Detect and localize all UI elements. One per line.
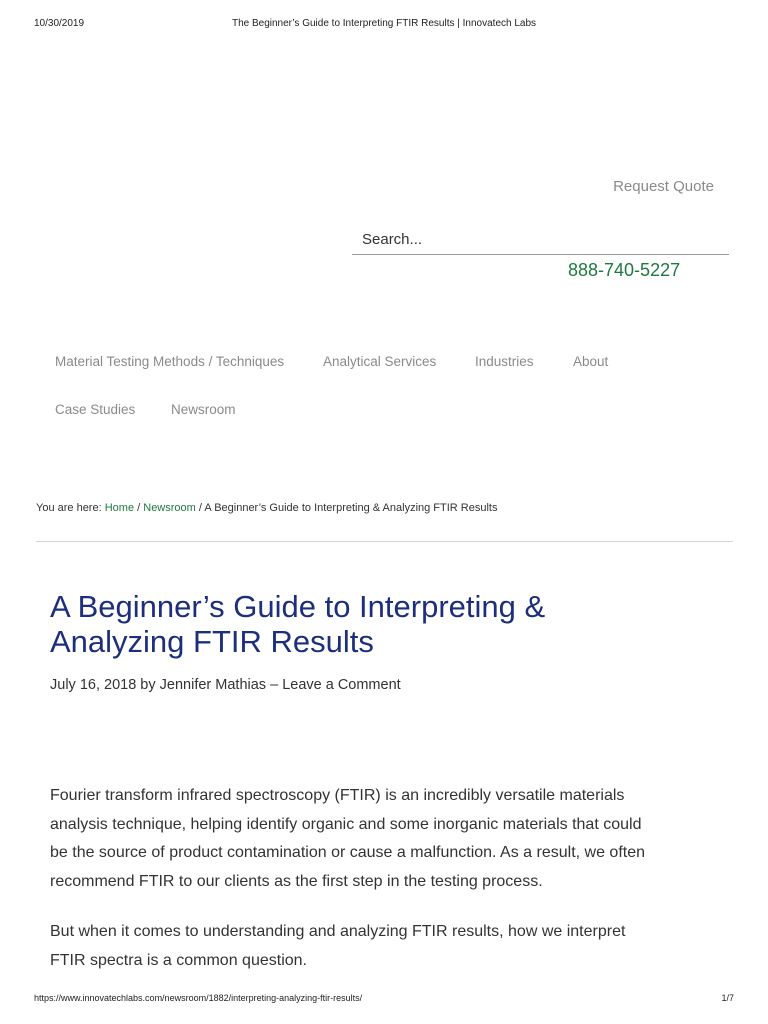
post-by: by: [140, 677, 156, 693]
article-paragraph: [50, 782, 740, 896]
print-page-title: The Beginner’s Guide to Interpreting FTIR Results | Innovatech Labs: [231, 18, 537, 29]
page-title-line: A Beginner’s Guide to Interpreting &: [50, 589, 546, 624]
request-quote-link[interactable]: Request Quote: [613, 178, 714, 195]
nav-item-newsroom[interactable]: Newsroom: [171, 402, 236, 417]
search-input[interactable]: [352, 228, 722, 250]
paragraph-line: FTIR spectra is a common question.: [50, 951, 307, 969]
phone-number-link[interactable]: 888-740-5227: [568, 260, 681, 280]
breadcrumb-separator: /: [137, 502, 141, 514]
paragraph-line: analysis technique, helping identify organic and some inorganic materials that could: [50, 815, 642, 833]
page-title: [50, 589, 690, 659]
breadcrumb: [36, 502, 498, 514]
print-date: 10/30/2019: [34, 18, 85, 29]
nav-item-about[interactable]: About: [573, 354, 609, 369]
post-date: July 16, 2018: [50, 677, 137, 693]
breadcrumb-current: A Beginner’s Guide to Interpreting & Analyzing FTIR Results: [204, 502, 498, 514]
nav-item-analytical-services[interactable]: Analytical Services: [323, 354, 437, 369]
search-box: [352, 228, 729, 255]
print-url: https://www.innovatechlabs.com/newsroom/1882/interpreting-analyzing-ftir-results/: [34, 993, 363, 1003]
breadcrumb-newsroom-link[interactable]: Newsroom: [143, 502, 196, 514]
nav-item-industries[interactable]: Industries: [475, 354, 534, 369]
leave-comment-link[interactable]: Leave a Comment: [282, 677, 401, 693]
meta-dash: –: [270, 677, 279, 693]
nav-item-material-testing[interactable]: Material Testing Methods / Techniques: [55, 354, 285, 369]
author-link[interactable]: Jennifer Mathias: [159, 677, 267, 693]
print-page-number: 1/7: [721, 993, 734, 1003]
breadcrumb-prefix: You are here:: [36, 502, 102, 514]
paragraph-line: be the source of product contamination or cause a malfunction. As a result, we often: [50, 844, 646, 861]
breadcrumb-separator: /: [198, 502, 202, 514]
post-meta: [50, 677, 401, 693]
breadcrumb-home-link[interactable]: Home: [104, 502, 135, 514]
paragraph-line: recommend FTIR to our clients as the first step in the testing process.: [50, 872, 543, 890]
page-title-line: Analyzing FTIR Results: [50, 624, 374, 659]
paragraph-line: Fourier transform infrared spectroscopy (FTIR) is an incredibly versatile materials: [50, 787, 625, 804]
divider: [36, 541, 733, 542]
nav-item-case-studies[interactable]: Case Studies: [55, 402, 136, 417]
article-paragraph: [50, 918, 740, 975]
paragraph-line: But when it comes to understanding and analyzing FTIR results, how we interpret: [50, 923, 626, 940]
